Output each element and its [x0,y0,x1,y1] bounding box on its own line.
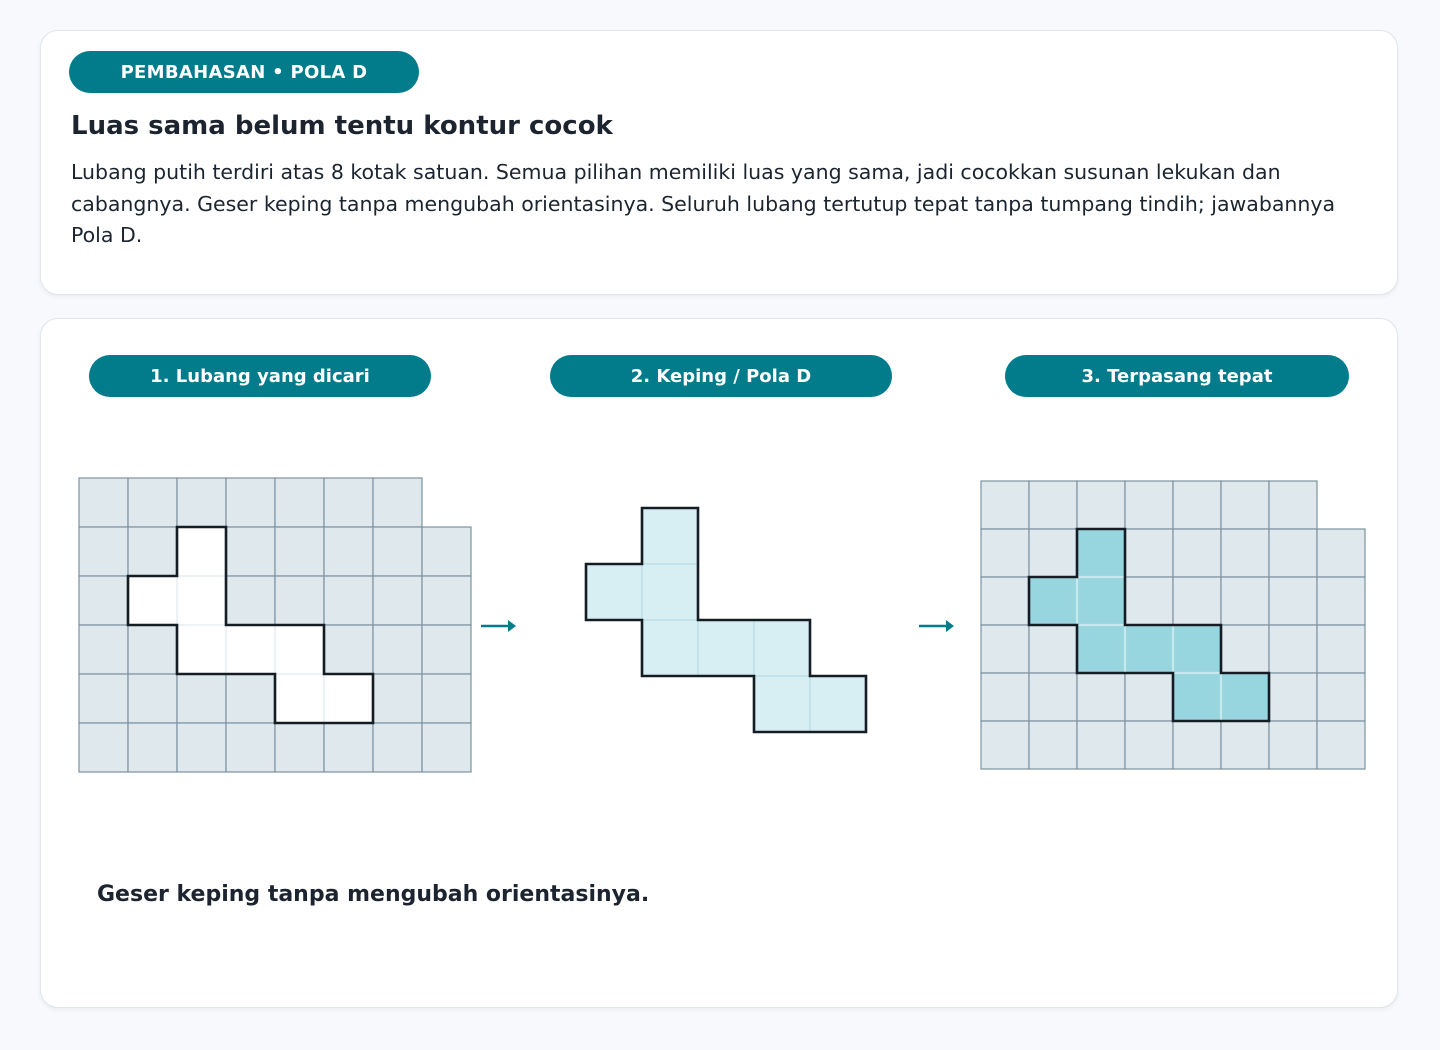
hole-board-cell [128,478,177,527]
hole-cell-fill [178,626,226,674]
hole-board-cell [177,478,226,527]
fitted-board-cell [1317,577,1365,625]
hole-board-cell [373,576,422,625]
hole-board-cell [79,576,128,625]
hole-board-cell [226,527,275,576]
fitted-cell-fill [1078,530,1125,577]
hole-board-cell [422,527,471,576]
piece-cell [586,564,642,620]
hole-board-cell [373,723,422,772]
piece-cell [754,676,810,732]
hole-board-cell [275,723,324,772]
explanation-card [40,30,1398,295]
fitted-board-cell [1077,481,1125,529]
fitted-board-cell [1317,625,1365,673]
hole-board [79,478,471,772]
hole-board-cell [128,527,177,576]
hole-board-cell [79,723,128,772]
piece-cell [810,676,866,732]
fitted-cell-fill [1078,578,1125,625]
piece-cell [642,620,698,676]
fitted-board-cell [981,481,1029,529]
hole-cell-fill [178,577,226,625]
fitted-board-cell [1317,673,1365,721]
fitted-board-cell [1029,529,1077,577]
hole-board-cell [324,527,373,576]
fitted-board-cell [1029,481,1077,529]
hole-board-cell [422,723,471,772]
hole-board-cell [373,674,422,723]
hole-board-cell [128,674,177,723]
fitted-board-cell [1029,673,1077,721]
hole-board-cell [226,576,275,625]
diagram-card [40,318,1398,1008]
fitted-cell-fill [1174,674,1221,721]
hole-cell-fill [276,626,324,674]
step-label-fitted: 3. Terpasang tepat [1005,355,1349,397]
fitted-board-cell [1269,577,1317,625]
section-badge: PEMBAHASAN • POLA D [69,51,419,93]
piece-cell [642,508,698,564]
hole-board-cell [373,625,422,674]
fitted-board-cell [1125,529,1173,577]
piece-pola-d [586,508,866,732]
fitted-board-cell [1221,481,1269,529]
hole-cell-fill [227,626,275,674]
hole-board-cell [275,527,324,576]
fitted-board-cell [1269,625,1317,673]
fitted-cell-fill [1174,626,1221,673]
fitted-board-cell [1029,625,1077,673]
arrow-head [946,620,954,632]
hole-board-cell [373,527,422,576]
fitted-board-cell [1221,625,1269,673]
hole-board-cell [128,625,177,674]
fitted-board-cell [1077,721,1125,769]
step-label-piece: 2. Keping / Pola D [550,355,892,397]
hole-board-cell [324,625,373,674]
fitted-board-cell [1317,721,1365,769]
fitted-board-cell [1125,673,1173,721]
fitted-board-cell [981,721,1029,769]
diagram-caption: Geser keping tanpa mengubah orientasinya. [97,882,650,907]
explanation-text: Lubang putih terdiri atas 8 kotak satuan. Semua pilihan memiliki luas yang sama, jadi cocokkan susunan lekukan dan cabangnya. Geser keping tanpa mengubah orientasinya. Seluruh lubang tertutup tepat tanpa tumpang tindih; jawabannya Pola D. [71,160,1336,247]
fitted-board-cell [1173,577,1221,625]
explanation-title: Luas sama belum tentu kontur cocok [71,111,613,141]
fitted-board [981,481,1365,769]
hole-board-cell [79,625,128,674]
fitted-board-cell [1221,577,1269,625]
fitted-board-cell [1173,481,1221,529]
fitted-board-cell [1125,721,1173,769]
step-label-hole: 1. Lubang yang dicari [89,355,431,397]
fitted-board-cell [1317,529,1365,577]
hole-board-cell [177,723,226,772]
arrow-right-icon [919,620,954,632]
fitted-board-cell [1269,481,1317,529]
fitted-board-cell [1173,529,1221,577]
arrow-right-icon [481,620,516,632]
hole-board-cell [226,723,275,772]
hole-board-cell [226,478,275,527]
fitted-board-cell [1029,721,1077,769]
hole-cell-fill [276,675,324,723]
fitted-board-cell [1173,721,1221,769]
hole-board-cell [275,478,324,527]
hole-board-cell [79,674,128,723]
hole-board-cell [422,625,471,674]
fitted-board-cell [981,577,1029,625]
hole-board-cell [324,478,373,527]
fitted-board-cell [1125,577,1173,625]
fitted-board-cell [981,673,1029,721]
hole-cell-fill [129,577,177,625]
fitted-board-cell [1269,673,1317,721]
fitted-board-cell [1221,529,1269,577]
hole-board-cell [422,576,471,625]
hole-board-cell [324,576,373,625]
fitted-board-cell [1125,481,1173,529]
fitted-cell-fill [1222,674,1269,721]
fitted-board-cell [981,625,1029,673]
fitted-board-cell [1077,673,1125,721]
piece-cell [754,620,810,676]
piece-cell [642,564,698,620]
fitted-board-cell [1269,721,1317,769]
fitted-board-cell [1269,529,1317,577]
hole-board-cell [177,674,226,723]
hole-cell-fill [325,675,373,723]
hole-board-cell [79,527,128,576]
hole-board-cell [275,576,324,625]
hole-board-cell [373,478,422,527]
fitted-board-cell [981,529,1029,577]
fitted-board-cell [1221,721,1269,769]
hole-cell-fill [178,528,226,576]
hole-board-cell [324,723,373,772]
arrow-head [508,620,516,632]
hole-board-cell [226,674,275,723]
fitted-cell-fill [1030,578,1077,625]
hole-board-cell [422,674,471,723]
hole-board-cell [128,723,177,772]
fitted-cell-fill [1126,626,1173,673]
hole-board-cell [79,478,128,527]
fitted-cell-fill [1078,626,1125,673]
piece-cell [698,620,754,676]
